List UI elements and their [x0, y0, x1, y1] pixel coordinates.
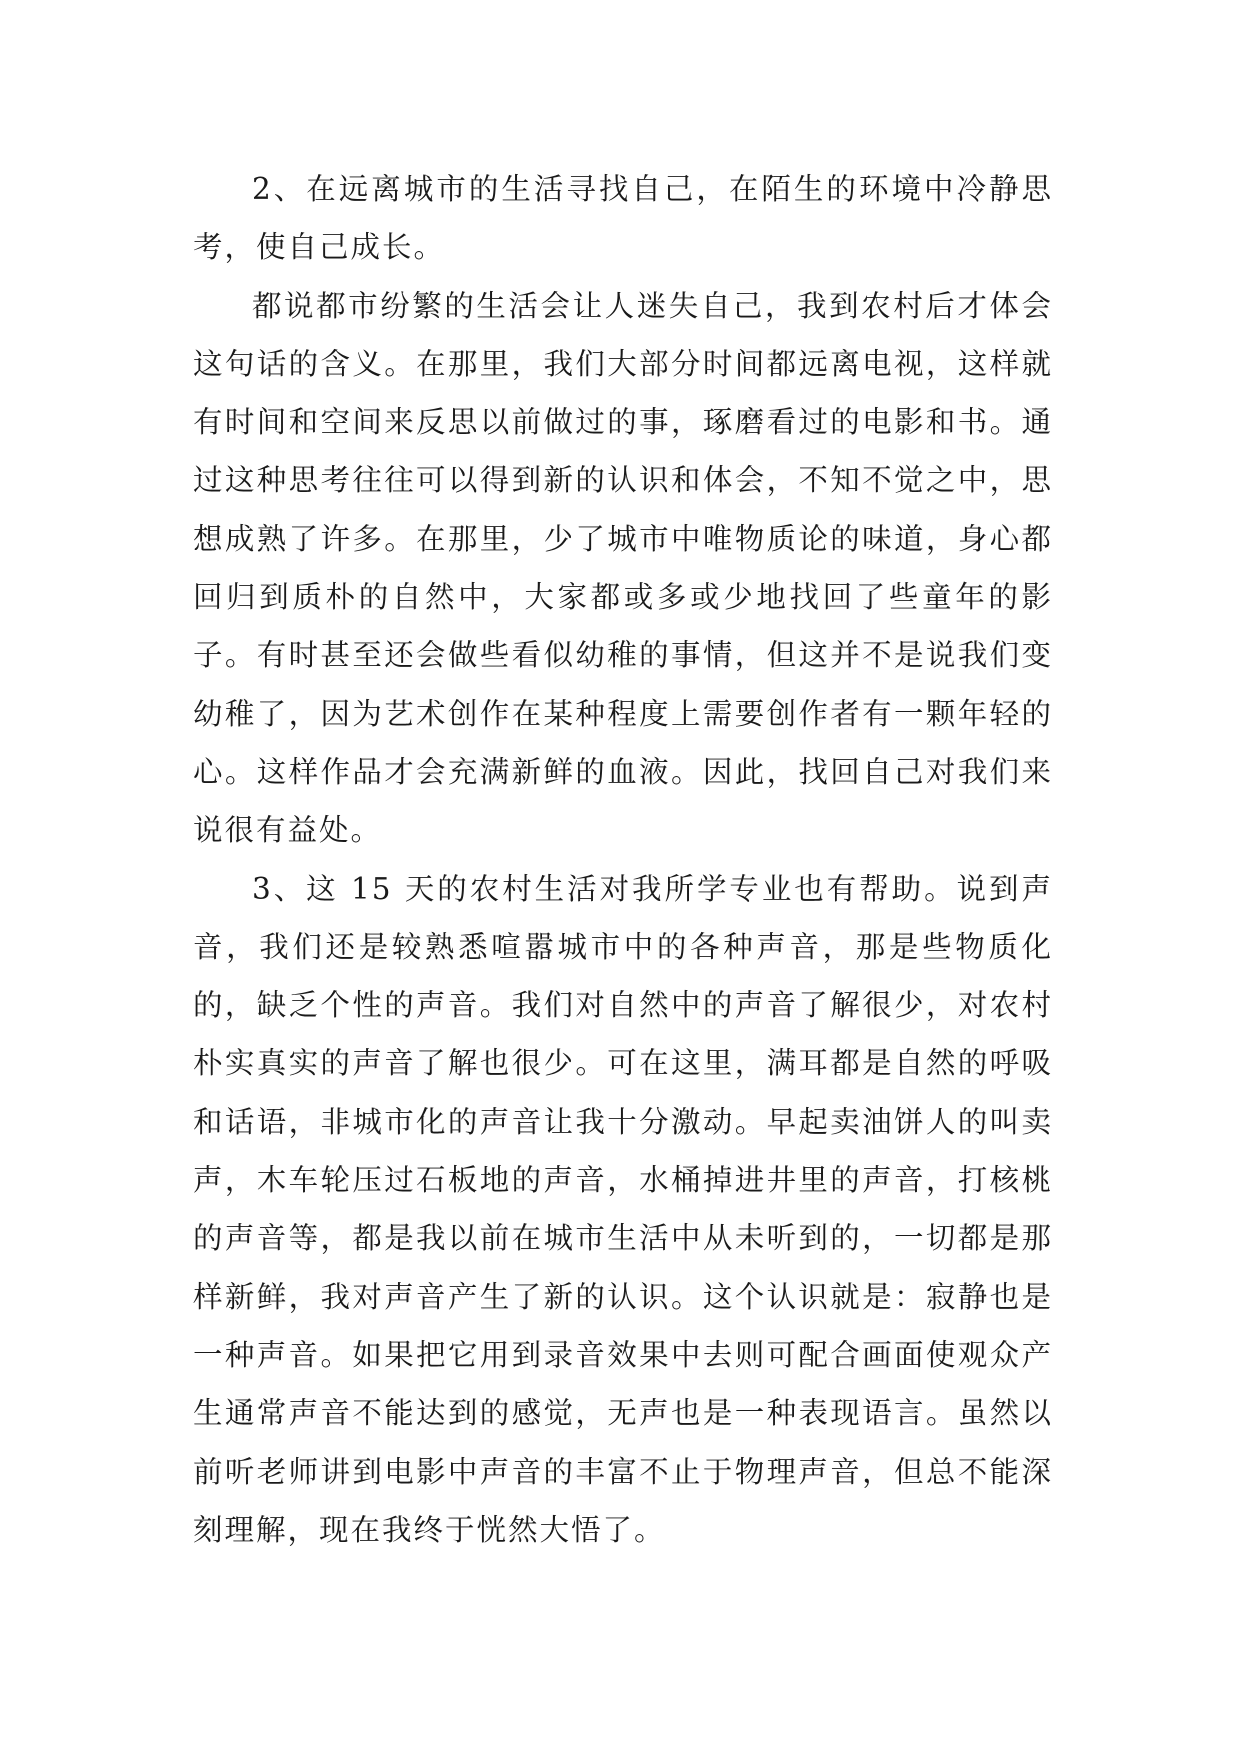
document-page: [193, 160, 1053, 1559]
paragraph-sound-learning: 3、这 15 天的农村生活对我所学专业也有帮助。说到声音，我们还是较熟悉喧嚣城市中的各种声音，那是些物质化的，缺乏个性的声音。我们对自然中的声音了解很少，对农村朴实真实的声音了解也很少。可在这里，满耳都是自然的呼吸和话语，非城市化的声音让我十分激动。早起卖油饼人的叫卖声，木车轮压过石板地的声音，水桶掉进井里的声音，打核桃的声音等，都是我以前在城市生活中从未听到的，一切都是那样新鲜，我对声音产生了新的认识。这个认识就是：寂静也是一种声音。如果把它用到录音效果中去则可配合画面使观众产生通常声音不能达到的感觉，无声也是一种表现语言。虽然以前听老师讲到电影中声音的丰富不止于物理声音，但总不能深刻理解，现在我终于恍然大悟了。: [193, 871, 1053, 1547]
paragraph-growth-heading: 2、在远离城市的生活寻找自己，在陌生的环境中冷静思考，使自己成长。: [193, 172, 1053, 265]
paragraph-finding-self: 都说都市纷繁的生活会让人迷失自己，我到农村后才体会这句话的含义。在那里，我们大部分时间都远离电视，这样就有时间和空间来反思以前做过的事，琢磨看过的电影和书。通过这种思考往往可以得到新的认识和体会，不知不觉之中，思想成熟了许多。在那里，少了城市中唯物质论的味道，身心都回归到质朴的自然中，大家都或多或少地找回了些童年的影子。有时甚至还会做些看似幼稚的事情，但这并不是说我们变幼稚了，因为艺术创作在某种程度上需要创作者有一颗年轻的心。这样作品才会充满新鲜的血液。因此，找回自己对我们来说很有益处。: [193, 288, 1053, 848]
